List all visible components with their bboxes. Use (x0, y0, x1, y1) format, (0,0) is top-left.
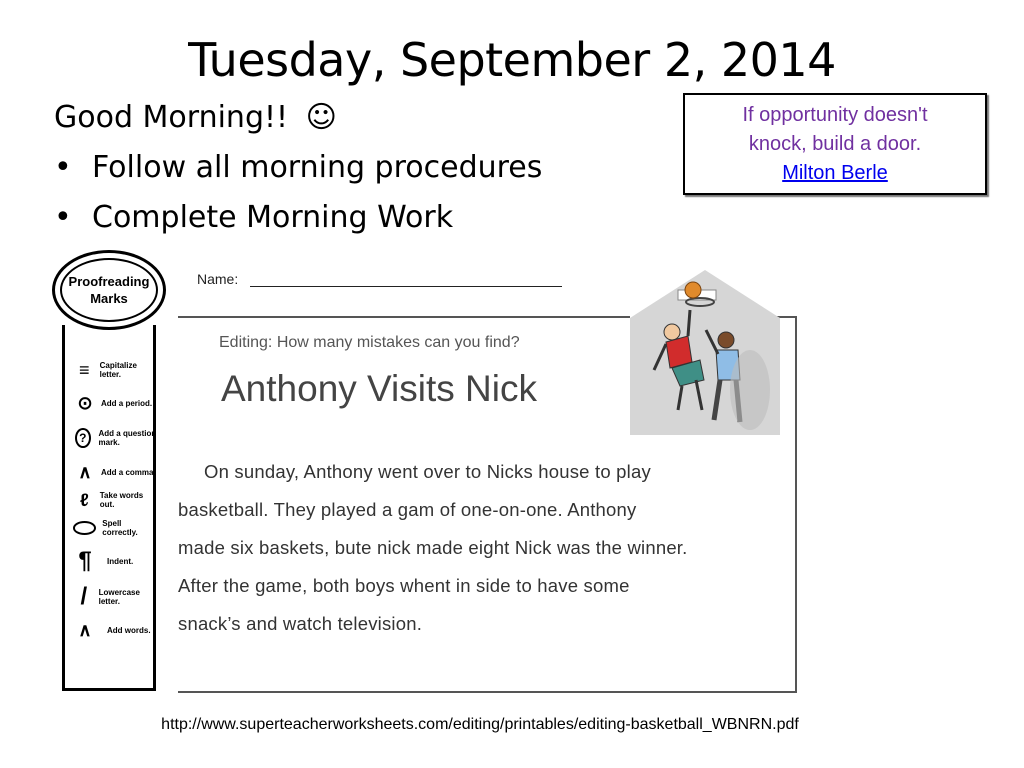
mark-add-words (73, 617, 157, 643)
bullet-icon: • (54, 200, 72, 235)
proofreading-heading (60, 258, 158, 322)
bullet-icon: • (54, 150, 72, 185)
player1-head (664, 324, 680, 340)
player2-head (718, 332, 734, 348)
greeting-line (54, 98, 542, 148)
worksheet-border-top (178, 316, 630, 318)
slash-icon: / (80, 583, 88, 610)
greeting-text: Good Morning!! (54, 100, 289, 135)
quote-author-link[interactable]: Milton Berle (782, 162, 888, 184)
editing-prompt: Editing: How many mistakes can you find? (219, 334, 520, 351)
mark-comma (73, 459, 157, 485)
circled-dot-icon: ⊙ (77, 392, 93, 413)
mark-label: Capitalize letter. (99, 361, 137, 379)
story-line: made six baskets, bute nick made eight Nick was the winner. (178, 537, 688, 558)
mark-question (73, 425, 157, 451)
delete-loop-icon: ℓ (79, 489, 89, 510)
mark-label: Spell correctly. (102, 519, 138, 537)
paragraph-icon: ¶ (78, 547, 92, 574)
quote-text-line2: knock, build a door. (748, 133, 922, 155)
caret-icon: ∧ (78, 619, 92, 640)
triple-line-icon: ≡ (79, 359, 90, 380)
player-shadow (730, 350, 770, 430)
mark-delete (73, 487, 157, 513)
quote-box (683, 93, 987, 195)
mark-period (73, 390, 157, 416)
name-blank-line (250, 286, 562, 287)
story-text (178, 453, 798, 643)
smiley-icon: ☺ (305, 100, 337, 135)
mark-label: Add a question mark. (98, 429, 157, 447)
proofreading-marks-list (62, 325, 156, 691)
mark-label: Indent. (107, 556, 134, 566)
caret-comma-icon: ∧ (78, 461, 92, 482)
story-title: Anthony Visits Nick (221, 368, 537, 409)
bullet-item (54, 148, 542, 198)
ellipse-icon (73, 521, 96, 535)
mark-indent (73, 548, 157, 574)
slide-title: Tuesday, September 2, 2014 (188, 33, 836, 87)
basketball (685, 282, 701, 298)
bullet-text: Follow all morning procedures (92, 150, 543, 185)
proofreading-heading-line2: Marks (90, 291, 128, 306)
mark-label: Lowercase letter. (98, 588, 140, 606)
basketball-players-icon (630, 270, 780, 440)
story-line: snack’s and watch television. (178, 613, 423, 634)
bullet-text: Complete Morning Work (92, 200, 454, 235)
story-line: After the game, both boys whent in side to have some (178, 575, 630, 596)
proofreading-heading-line1: Proofreading (68, 274, 150, 289)
mark-lowercase (73, 584, 157, 610)
mark-spell (73, 515, 157, 541)
story-line: basketball. They played a gam of one-on-one. Anthony (178, 499, 637, 520)
mark-label: Add a period. (101, 398, 153, 408)
proofreading-heading-badge (52, 250, 166, 330)
name-label: Name: (197, 271, 239, 287)
mark-capitalize (73, 357, 157, 383)
mark-label: Add a comma. (101, 467, 156, 477)
morning-list (54, 98, 542, 248)
quote-text-line1: If opportunity doesn't (742, 104, 928, 126)
worksheet-border-bottom (178, 691, 797, 693)
mark-label: Add words. (107, 625, 151, 635)
bullet-item (54, 198, 542, 248)
circled-question-icon: ? (75, 428, 91, 448)
source-url: http://www.superteacherworksheets.com/editing/printables/editing-basketball_WBNRN.pdf (161, 716, 799, 733)
mark-label: Take words out. (99, 491, 144, 509)
story-line: On sunday, Anthony went over to Nicks house to play (204, 461, 651, 482)
